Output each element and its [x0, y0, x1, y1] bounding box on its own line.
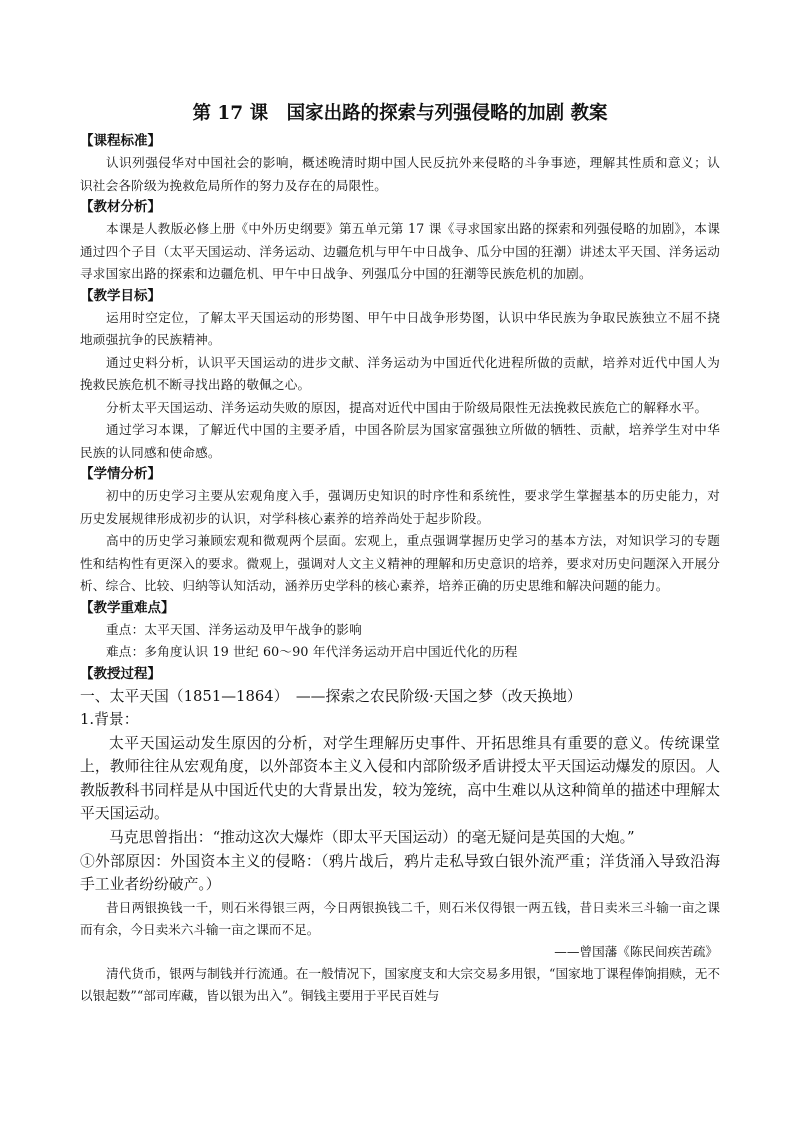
section-heading-learners: 【学情分析】 — [80, 466, 161, 482]
sub-title: 1.背景： — [80, 711, 139, 729]
paragraph: 认识列强侵华对中国社会的影响，概述晚清时期中国人民反抗外来侵略的斗争事迹，理解其性质和意义；认识社会各阶级为挽救危局所作的努力及存在的局限性。 — [80, 155, 720, 193]
paragraph: 本课是人教版必修上册《中外历史纲要》第五单元第 17 课《寻求国家出路的探索和列强侵略的加剧》，本课通过四个子目（太平天国运动、洋务运动、边疆危机与甲午中日战争、瓜分中国的狂潮）讲述太平天国、洋务运动寻求国家出路的探索和边疆危机、甲午中日战争、列强瓜分中国的狂潮等民族危机的加剧。 — [80, 221, 720, 281]
section-heading-textbook: 【教材分析】 — [80, 199, 161, 215]
page-title: 第 17 课 国家出路的探索与列强侵略的加剧 教案 — [192, 103, 608, 124]
paragraph: 通过学习本课，了解近代中国的主要矛盾，中国各阶层为国家富强独立所做的牺牲、贡献，培养学生对中华民族的认同感和使命感。 — [80, 422, 720, 460]
paragraph: 马克思曾指出：“推动这次大爆炸（即太平天国运动）的毫无疑问是英国的大炮。” — [109, 829, 635, 847]
paragraph: 太平天国运动发生原因的分析，对学生理解历史事件、开拓思维具有重要的意义。传统课堂上，教师往往从宏观角度，以外部资本主义入侵和内部阶级矛盾讲授太平天国运动爆发的原因。人教版教科书同样是从中国近代史的大背景出发，较为笼统，高中生难以从这种简单的描述中理解太平天国运动。 — [80, 734, 720, 823]
paragraph: 初中的历史学习主要从宏观角度入手，强调历史知识的时序性和系统性，要求学生掌握基本的历史能力，对历史发展规律形成初步的认识，对学科核心素养的培养尚处于起步阶段。 — [80, 488, 720, 526]
section-heading-goals: 【教学目标】 — [80, 287, 161, 304]
paragraph: 分析太平天国运动、洋务运动失败的原因，提高对近代中国由于阶级局限性无法挽救民族危亡的解释水平。 — [106, 399, 708, 415]
paragraph: 清代货币，银两与制钱并行流通。在一般情况下，国家度支和大宗交易多用银，“国家地丁课程俸饷捐赎，无不以银起数”“部司库藏，皆以银为出入”。铜钱主要用于平民百姓与 — [80, 965, 720, 1003]
section-heading-process: 【教授过程】 — [80, 665, 161, 682]
paragraph: 高中的历史学习兼顾宏观和微观两个层面。宏观上，重点强调掌握历史学习的基本方法，对知识学习的专题性和结构性有更深入的要求。微观上，强调对人文主义精神的理解和历史意识的培养，要求对历史问题深入开展分析、综合、比较、归纳等认知活动，涵养历史学科的核心素养，培养正确的历史思维和解决问题的能力。 — [80, 533, 720, 593]
quote-source: ——曾国藩《陈民间疾苦疏》 — [554, 943, 718, 959]
section-heading-keypoints: 【教学重难点】 — [80, 599, 175, 616]
paragraph: 通过史料分析，认识平天国运动的进步文献、洋务运动为中国近代化进程所做的贡献，培养对近代中国人为挽救民族危机不断寻找出路的敬佩之心。 — [80, 354, 720, 392]
paragraph: 重点：太平天国、洋务运动及甲午战争的影响 — [106, 621, 362, 637]
paragraph: 运用时空定位，了解太平天国运动的形势图、甲午中日战争形势图，认识中华民族为争取民族独立不屈不挠地顽强抗争的民族精神。 — [80, 309, 720, 347]
historical-quote: 昔日两银换钱一千，则石米得银三两，今日两银换钱二千，则石米仅得银一两五钱，昔日卖米三斗输一亩之课而有余，今日卖米六斗输一亩之课而不足。 — [80, 899, 720, 937]
part-title: 一、太平天国（1851—1864） ——探索之农民阶级·天国之梦（改天换地） — [80, 687, 582, 705]
section-heading-standards: 【课程标准】 — [80, 133, 161, 149]
external-cause: ①外部原因：外国资本主义的侵略：（鸦片战后，鸦片走私导致白银外流严重；洋货涌入导致沿海手工业者纷纷破产。） — [80, 852, 720, 894]
paragraph: 难点：多角度认识 19 世纪 60～90 年代洋务运动开启中国近代化的历程 — [106, 644, 518, 659]
document-page — [80, 102, 720, 1007]
